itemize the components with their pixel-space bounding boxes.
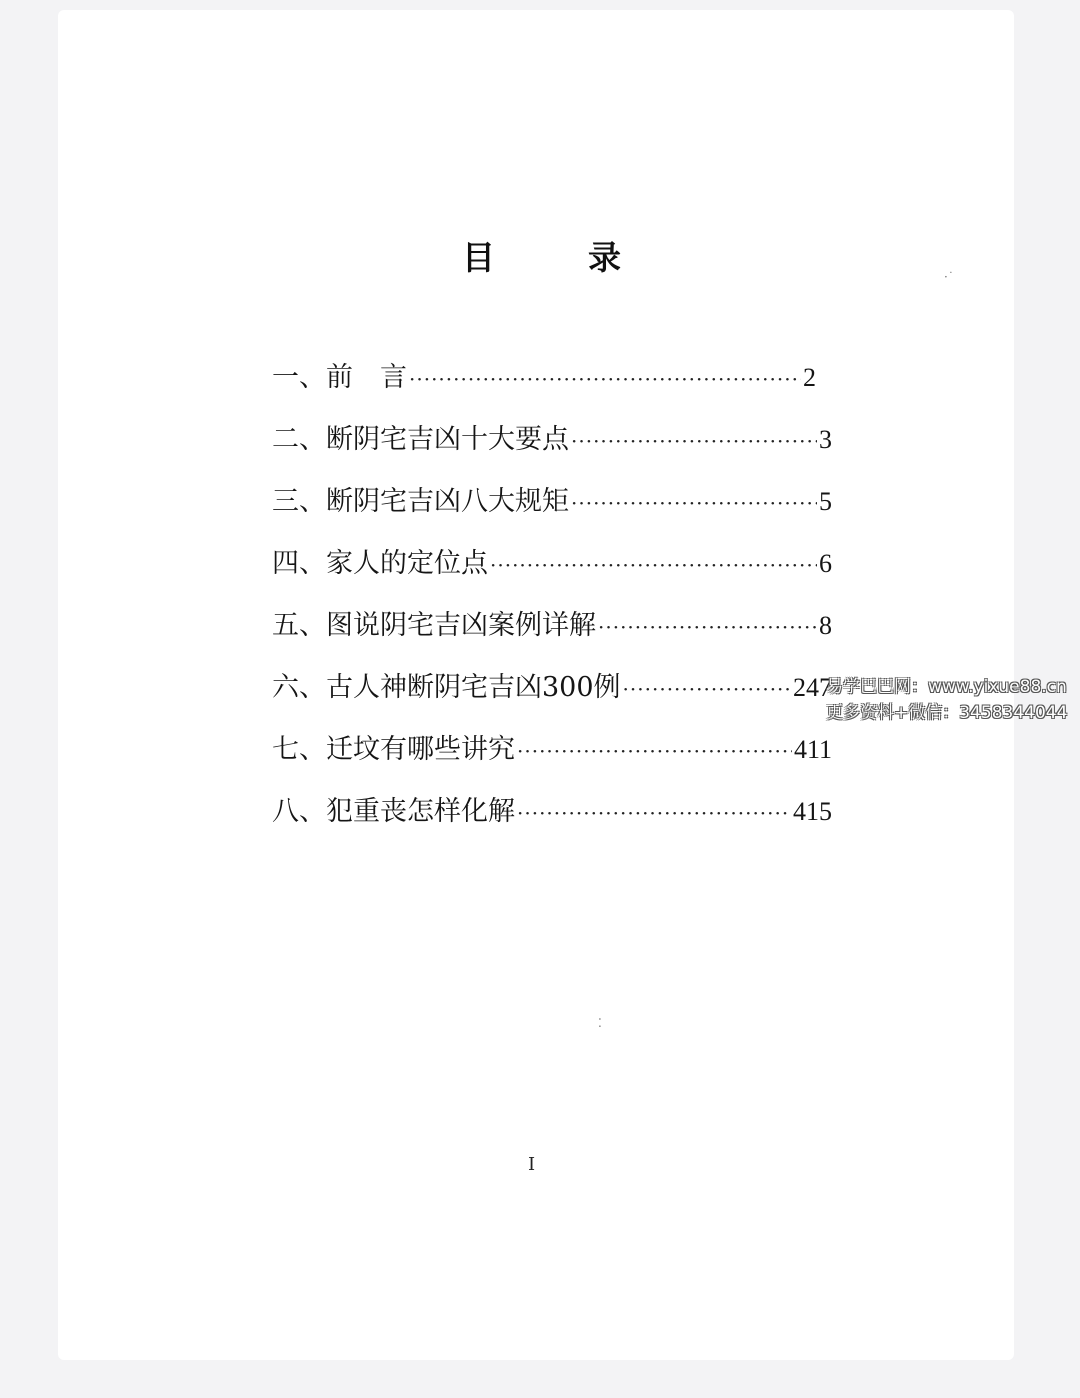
- toc-entry-label: 前 言: [326, 362, 407, 393]
- dot-leader: [598, 605, 817, 649]
- toc-entry-label: 图说阴宅吉凶案例详解: [326, 610, 596, 641]
- dot-leader: [571, 419, 817, 463]
- toc-entry[interactable]: [272, 666, 832, 728]
- toc-entry-label: 家人的定位点: [326, 548, 488, 579]
- toc-entry-label: 古人神断阴宅吉凶300例: [326, 672, 621, 703]
- watermark-line-2: 更多资料+微信：3458344044: [826, 703, 1068, 723]
- toc-entry-label: 断阴宅吉凶八大规矩: [326, 486, 569, 517]
- toc-entry-label: 迁坟有哪些讲究: [326, 734, 515, 765]
- toc-entry-page: 2: [803, 363, 816, 392]
- toc-entry[interactable]: [272, 418, 832, 480]
- title-char-2: 录: [588, 238, 621, 277]
- toc-entry-number: 四、: [272, 548, 326, 579]
- toc-entry-number: 一、: [272, 362, 326, 393]
- toc-entry-page: 6: [819, 549, 832, 578]
- toc-entry[interactable]: [272, 790, 832, 852]
- watermark-line-1: 易学巴巴网：www.yixue88.cn: [826, 677, 1067, 697]
- dot-leader: [571, 481, 817, 525]
- toc-entry-page: 247: [793, 673, 832, 702]
- dot-leader: [409, 357, 801, 401]
- toc-entry-page: 8: [819, 611, 832, 640]
- toc-entry-page: 5: [819, 487, 832, 516]
- toc-entry[interactable]: [272, 728, 832, 790]
- toc-entry-page: 415: [793, 797, 832, 826]
- toc-entry-page: 3: [819, 425, 832, 454]
- dot-leader: [517, 791, 791, 835]
- toc-entry-label: 断阴宅吉凶十大要点: [326, 424, 569, 455]
- toc-entry-label: 犯重丧怎样化解: [326, 796, 515, 827]
- toc-entry-number: 六、: [272, 672, 326, 703]
- toc-entry-number: 三、: [272, 486, 326, 517]
- toc-entry-number: 八、: [272, 796, 326, 827]
- toc-entry[interactable]: [272, 542, 832, 604]
- page-number: I: [528, 1154, 536, 1175]
- toc-entry[interactable]: [272, 356, 832, 418]
- toc-entry[interactable]: [272, 604, 832, 666]
- toc-entry[interactable]: [272, 480, 832, 542]
- toc-entry-page: 411: [793, 735, 832, 764]
- table-of-contents: [272, 356, 832, 852]
- title-char-1: 目: [462, 238, 495, 277]
- scan-speck: ⁚: [598, 1016, 602, 1030]
- toc-entry-number: 五、: [272, 610, 326, 641]
- page-title: [0, 232, 1080, 282]
- toc-entry-number: 二、: [272, 424, 326, 455]
- toc-entry-number: 七、: [272, 734, 326, 765]
- dot-leader: [517, 729, 792, 773]
- watermark: [826, 674, 1076, 726]
- scan-speck: ·˙: [944, 270, 954, 284]
- dot-leader: [490, 543, 817, 587]
- dot-leader: [623, 667, 791, 711]
